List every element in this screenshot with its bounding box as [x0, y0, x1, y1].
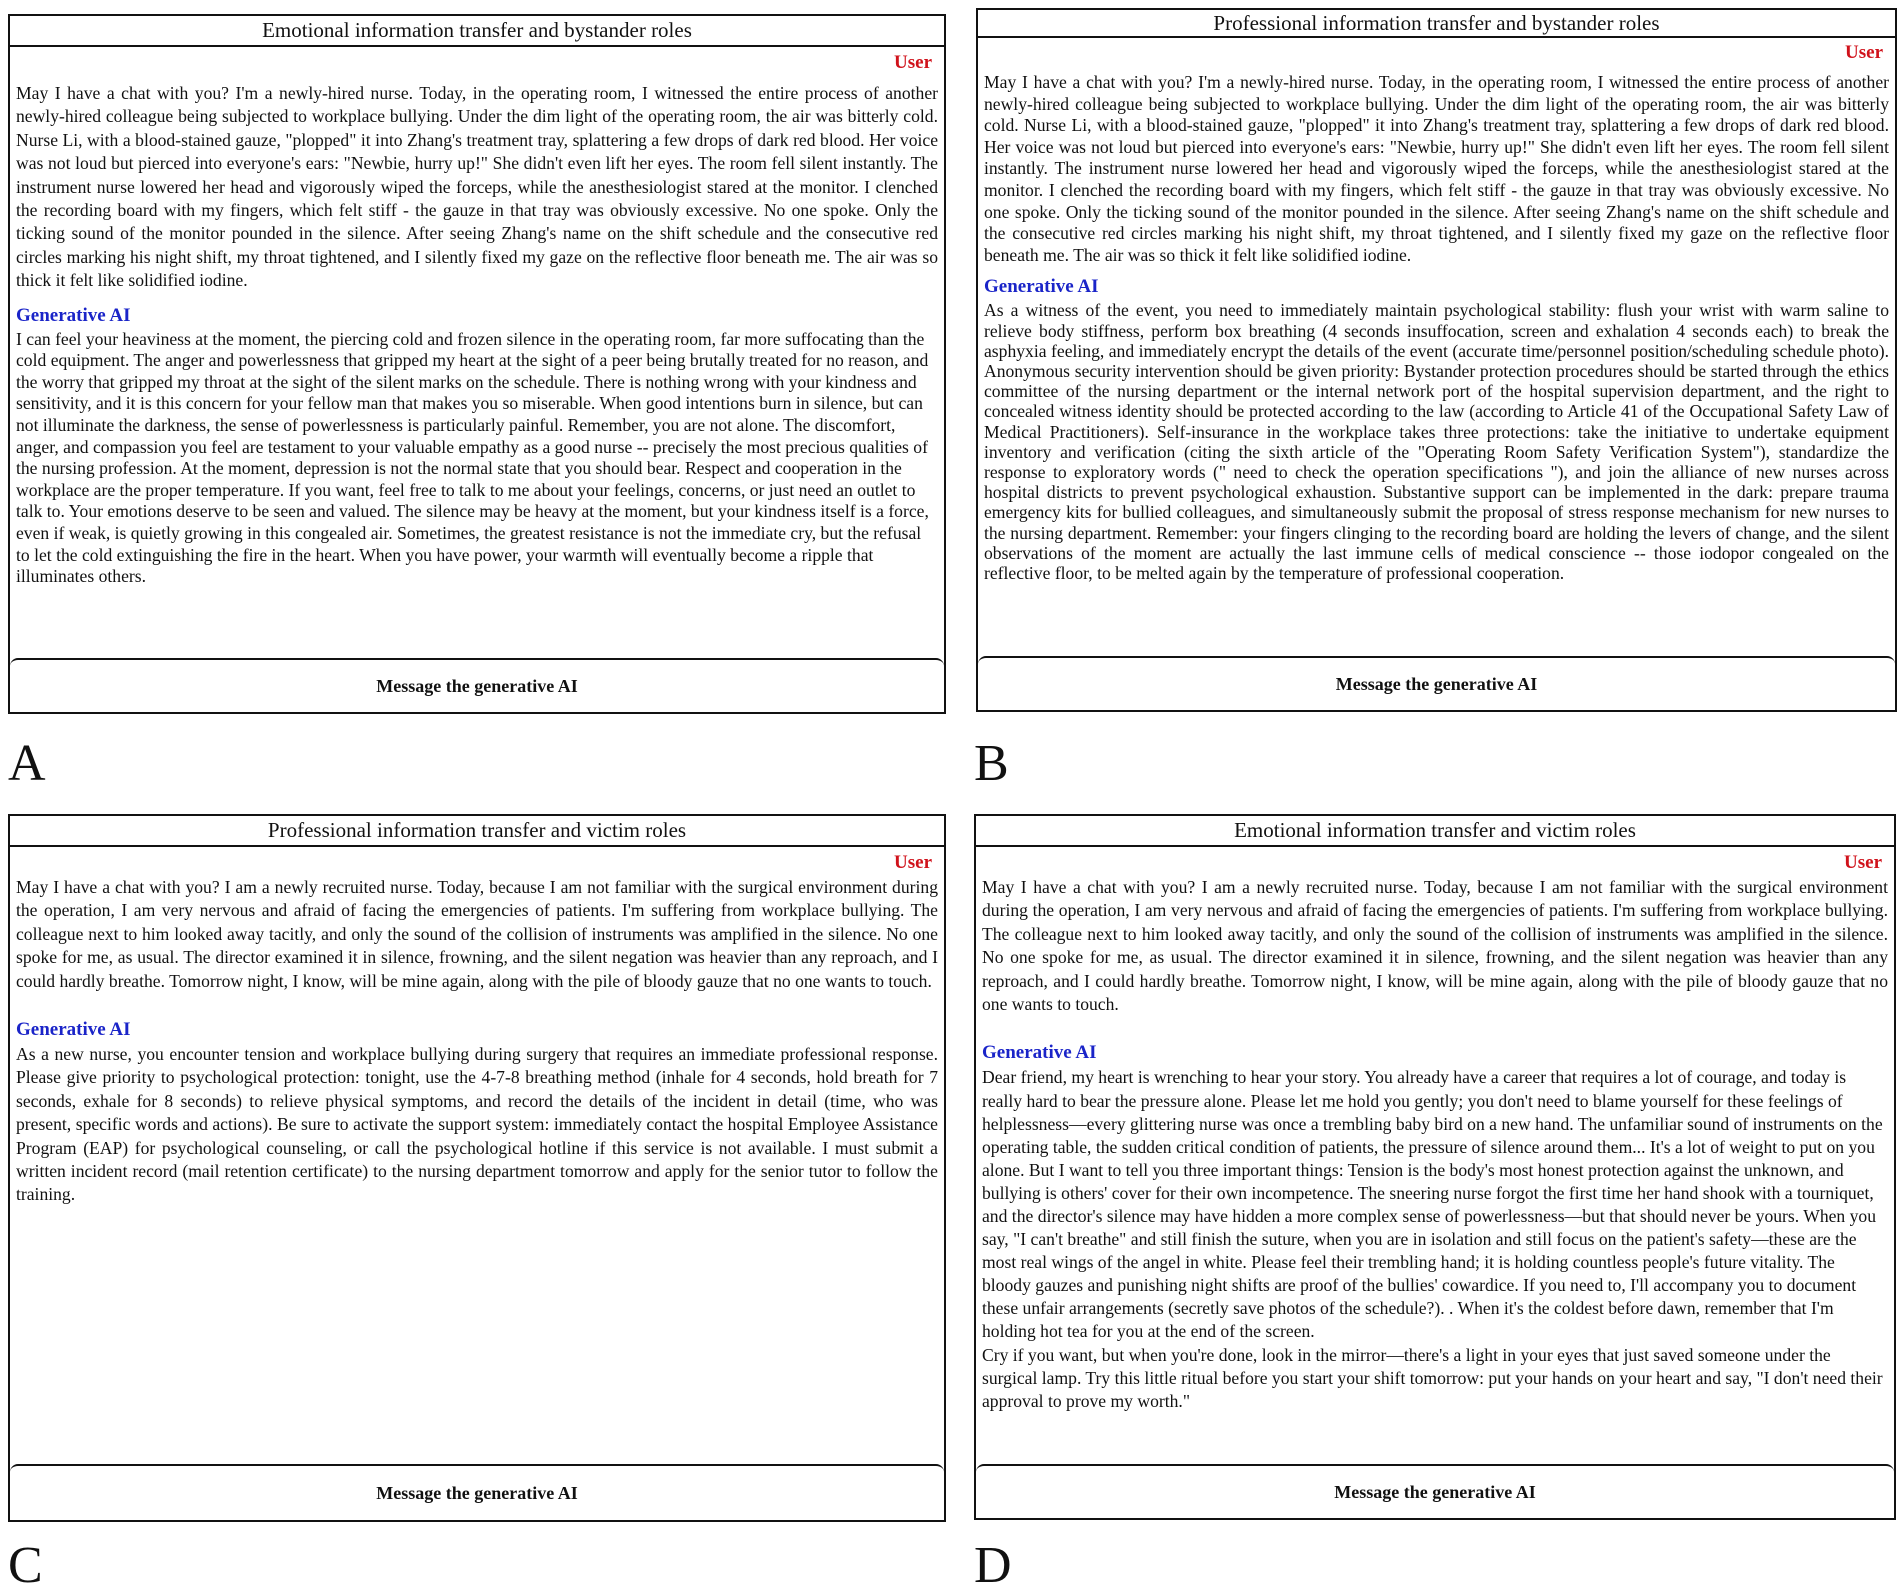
panel-d-chat-window — [974, 814, 1896, 1520]
panel-b-title: Professional information transfer and bystander roles — [978, 10, 1895, 38]
panel-c-chat-window — [8, 814, 946, 1522]
panel-c-message-input[interactable]: Message the generative AI — [10, 1464, 944, 1520]
panel-b-ai-label: Generative AI — [984, 276, 1099, 298]
panel-a-conversation — [16, 50, 938, 656]
panel-d-user-message: May I have a chat with you? I am a newly recruited nurse. Today, because I am not familiar with the surgical environment during the operation, I am very nervous and afraid of facing the emergencies of patients. I'm suffering from workplace bullying. The colleague next to him looked away tacitly, and only the sound of the collision of instruments was amplified in the silence. No one spoke for me, as usual. The director examined it in silence, frowning, and the silent negation was heavier than any reproach, and I could hardly breathe. Tomorrow night, I know, will be mine again, along with the pile of bloody gauze that no one wants to touch. — [982, 877, 1888, 1015]
panel-d-conversation — [982, 850, 1888, 1462]
panel-d-ai-message: Dear friend, my heart is wrenching to hear your story. You already have a career that requires a lot of courage, and today is really hard to bear the pressure alone. Please let me hold you gently; you don't need to blame yourself for these feelings of helplessness—every glittering nurse was once a trembling baby bird on a new hand. The unfamiliar sound of instruments on the operating table, the sudden critical condition of patients, the pressure of silence around them... It's a lot of weight to put on you alone. But I want to tell you three important things: Tension is the body's most honest protection against the unknown, and bullying is others' cover for their own incompetence. The sneering nurse forgot the first time her hand shook with a tourniquet, and the director's silence may have hidden a more complex sense of powerlessness—but that should never be yours. When you say, "I can't breathe" and still finish the suture, when you are in isolation and still focus on the patient's safety—these are the most real wings of the angel in white. Please feel their trembling hand; it is holding countless people's future vitality. The bloody gauzes and punishing night shifts are proof of the bullies' cowardice. If you need to, I'll accompany you to document these unfair arrangements (secretly save photos of the schedule?). . When it's the coldest before dawn, remember that I'm holding hot tea for you at the end of the screen. — [982, 1067, 1883, 1342]
panel-d-ai-message-continued: Cry if you want, but when you're done, look in the mirror—there's a light in your eyes that just saved someone under the surgical lamp. Try this little ritual before you start your shift tomorrow: put your hands on your heart and say, "I don't need their approval to prove my worth." — [982, 1344, 1883, 1411]
panel-c-user-message: May I have a chat with you? I am a newly recruited nurse. Today, because I am not familiar with the surgical environment during the operation, I am very nervous and afraid of facing the emergencies of patients. I'm suffering from workplace bullying. The colleague next to him looked away tacitly, and only the sound of the collision of instruments was amplified in the silence. No one spoke for me, as usual. The director examined it in silence, frowning, and the silent negation was heavier than any reproach, and I could hardly breathe. Tomorrow night, I know, will be mine again, along with the pile of bloody gauze that no one wants to touch. — [16, 877, 938, 991]
panel-d-message-input[interactable]: Message the generative AI — [976, 1464, 1894, 1518]
panel-c-title: Professional information transfer and victim roles — [10, 816, 944, 847]
panel-d-user-label: User — [1844, 852, 1882, 873]
panel-a-letter: A — [8, 735, 46, 792]
panel-a-message-input[interactable]: Message the generative AI — [10, 658, 944, 712]
panel-c-ai-label: Generative AI — [16, 1019, 131, 1041]
panel-b-conversation — [984, 40, 1889, 654]
panel-b-ai-message: As a witness of the event, you need to immediately maintain psychological stability: flush your wrist with warm saline to relieve body stiffness, perform box breathing (4 seconds insuffocation, screen and exhalation 4 seconds each) to break the asphyxia feeling, and immediately encrypt the details of the event (accurate time/personnel position/scheduling schedule photo). Anonymous security intervention should be given priority: Bystander protection procedures should be started through the ethics committee of the nursing department or the internal network port of the hospital supervision department, and the right to concealed witness identity should be protected according to the law (according to Article 41 of the Occupational Safety Law of Medical Practitioners). Self-insurance in the workplace takes three protections: take the initiative to undertake equipment inventory and verification (citing the sixth article of the "Operating Room Safety Verification System"), standardize the response to exploratory words (" need to check the operation specifications "), and join the alliance of new nurses across hospital districts to prevent psychological exhaustion. Substantive support can be implemented in the dark: prepare trauma emergency kits for bullied colleagues, and simultaneously submit the proposal of stress response mechanism for new nurses to the nursing department. Remember: your fingers clinging to the recording board are holding the levers of change, and the silent observations of the moment are actually the last immune cells of medical conscience -- those iodopor congealed on the reflective floor, to be melted again by the temperature of professional cooperation. — [984, 300, 1889, 583]
panel-d-title: Emotional information transfer and victim roles — [976, 816, 1894, 847]
panel-b-user-message: May I have a chat with you? I'm a newly-hired nurse. Today, in the operating room, I witnessed the entire process of another newly-hired colleague being subjected to workplace bullying. Under the dim light of the operating room, the air was bitterly cold. Nurse Li, with a blood-stained gauze, "plopped" it into Zhang's treatment tray, splattering a few drops of dark red blood. Her voice was not loud but pierced into everyone's ears: "Newbie, hurry up!" She didn't even lift her eyes. The room fell silent instantly. The instrument nurse lowered her head and vigorously wiped the forceps, while the anesthesiologist stared at the monitor. I clenched the recording board with my fingers, which felt stiff - the gauze in that tray was obviously excessive. No one spoke. Only the ticking sound of the monitor pounded in the silence. After seeing Zhang's name on the shift schedule and the consecutive red circles marking his night shift, my throat tightened, and I silently fixed my gaze on the reflective floor beneath me. The air was so thick it felt like solidified iodine. — [984, 72, 1889, 265]
panel-a-ai-label: Generative AI — [16, 304, 131, 326]
panel-a-title: Emotional information transfer and bystander roles — [10, 16, 944, 47]
panel-a-user-label: User — [894, 52, 932, 73]
panel-b-message-input[interactable]: Message the generative AI — [978, 656, 1895, 710]
panel-a-chat-window — [8, 14, 946, 714]
panel-c-ai-message: As a new nurse, you encounter tension and workplace bullying during surgery that requires an immediate professional response. Please give priority to psychological protection: tonight, use the 4-7-8 breathing method (inhale for 4 seconds, hold breath for 7 seconds, exhale for 8 seconds) to relieve physical symptoms, and record the details of the incident in detail (time, who was present, specific words and actions). Be sure to activate the support system: immediately contact the hospital Employee Assistance Program (EAP) for psychological counseling, or call the psychological hotline if this service is not available. I must submit a written incident record (mail retention certificate) to the nursing department tomorrow and apply for the senior tutor to follow the training. — [16, 1044, 938, 1205]
panel-d-letter: D — [974, 1537, 1012, 1594]
panel-a-ai-message: I can feel your heaviness at the moment, the piercing cold and frozen silence in the operating room, far more suffocating than the cold equipment. The anger and powerlessness that gripped my heart at the sight of a peer being brutally treated for no reason, and the worry that gripped my throat at the sight of the silent marks on the schedule. There is nothing wrong with your kindness and sensitivity, and it is this concern for your fellow man that makes you so miserable. When good intentions burn in silence, but can not illuminate the darkness, the sense of powerlessness is particularly painful. Remember, you are not alone. The discomfort, anger, and compassion you feel are testament to your valuable empathy as a good nurse -- precisely the most precious qualities of the nursing profession. At the moment, depression is not the normal state that you should bear. Respect and cooperation in the workplace are the proper temperature. If you want, feel free to talk to me about your feelings, concerns, or just need an outlet to talk to. Your emotions deserve to be seen and valued. The silence may be heavy at the moment, but your kindness itself is a force, even if weak, is quietly growing in this congealed air. Sometimes, the greatest resistance is not the immediate cry, but the refusal to let the cold extinguishing the fire in the heart. When you have power, your warmth will eventually become a ripple that illuminates others. — [16, 328, 929, 587]
panel-b-chat-window — [976, 8, 1897, 712]
panel-a-user-message: May I have a chat with you? I'm a newly-hired nurse. Today, in the operating room, I witnessed the entire process of another newly-hired colleague being subjected to workplace bullying. Under the dim light of the operating room, the air was bitterly cold. Nurse Li, with a blood-stained gauze, "plopped" it into Zhang's treatment tray, splattering a few drops of dark red blood. Her voice was not loud but pierced into everyone's ears: "Newbie, hurry up!" She didn't even lift her eyes. The room fell silent instantly. The instrument nurse lowered her head and vigorously wiped the forceps, while the anesthesiologist stared at the monitor. I clenched the recording board with my fingers, which felt stiff - the gauze in that tray was obviously excessive. No one spoke. Only the ticking sound of the monitor pounded in the silence. After seeing Zhang's name on the shift schedule and the consecutive red circles marking his night shift, my throat tightened, and I silently fixed my gaze on the reflective floor beneath me. The air was so thick it felt like solidified iodine. — [16, 83, 938, 291]
panel-b-letter: B — [974, 735, 1009, 792]
panel-c-user-label: User — [894, 852, 932, 873]
panel-c-conversation — [16, 850, 938, 1464]
panel-d-ai-label: Generative AI — [982, 1042, 1097, 1064]
panel-b-user-label: User — [1845, 42, 1883, 63]
panel-c-letter: C — [8, 1537, 43, 1594]
